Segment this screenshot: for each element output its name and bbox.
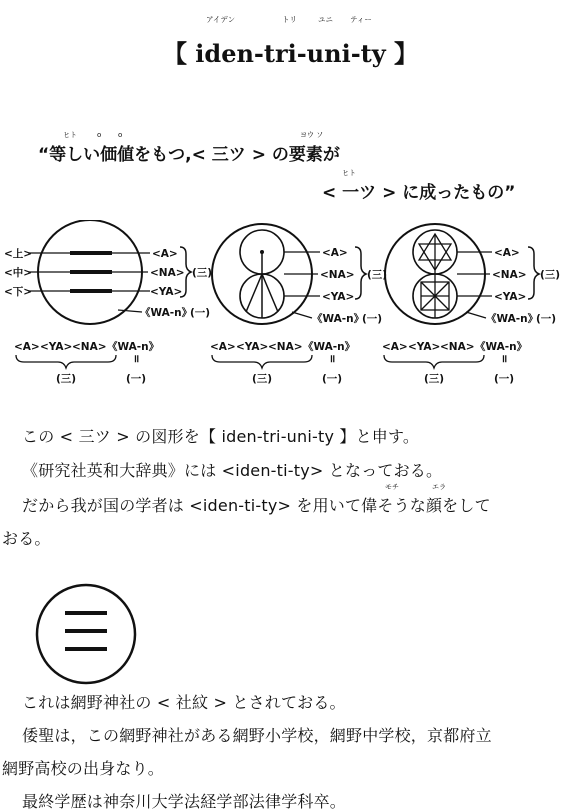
- diagram2-right-label-3: <YA>: [322, 291, 355, 303]
- seq3-wa: 《WA-n》: [475, 341, 528, 353]
- diagram1-bar-mid: [70, 270, 112, 274]
- diagram1-bar-top: [70, 251, 112, 255]
- quote-ruby-hito-2: ヒト: [342, 169, 356, 177]
- title-ruby-3: ユニ: [318, 15, 333, 24]
- emblem-line-4: 最終学歴は神奈川大学法経学部法律学科卒。: [22, 792, 347, 811]
- diagram3-right-label-1: <A>: [494, 247, 520, 259]
- seq3-a: <A>: [382, 341, 408, 353]
- identriunity-diagrams: [0, 220, 581, 395]
- diagram1-left-label-1: <上>: [4, 248, 33, 260]
- diagram2-right-label-2: <NA>: [320, 269, 355, 281]
- quote-ruby-youso: ヨウ ソ: [300, 131, 324, 139]
- seq3-eq: ॥: [501, 353, 508, 365]
- seq2-ya: <YA>: [236, 341, 269, 353]
- diagram2-three: (三): [367, 269, 388, 281]
- quote-ruby-dot-2: o: [118, 131, 123, 139]
- diagram2-right-label-1: <A>: [322, 247, 348, 259]
- diagram3-right-label-3: <YA>: [494, 291, 527, 303]
- shrine-crest-emblem: [34, 582, 140, 686]
- diagram1-one: (一): [190, 307, 211, 319]
- seq1-na: <NA>: [72, 341, 107, 353]
- diagram1-wa: 《WA-n》: [140, 307, 193, 319]
- seq1-a: <A>: [14, 341, 40, 353]
- quote-line-2: < 一ツ > に成ったもの”: [322, 183, 516, 203]
- seq2-three: (三): [252, 373, 273, 385]
- para-line-2: 《研究社英和大辞典》には <iden-ti-ty> となっておる。: [22, 461, 443, 480]
- seq2-eq: ॥: [329, 353, 336, 365]
- para-ruby-era: エラ: [432, 483, 446, 491]
- diagram2-one: (一): [362, 313, 383, 325]
- seq3-ya: <YA>: [408, 341, 441, 353]
- para-ruby-mochi: モチ: [385, 483, 399, 491]
- seq1-ya: <YA>: [40, 341, 73, 353]
- seq3-three: (三): [424, 373, 445, 385]
- seq2-wa: 《WA-n》: [303, 341, 356, 353]
- diagram3-one: (一): [536, 313, 557, 325]
- seq3-na: <NA>: [440, 341, 475, 353]
- diagram1-right-label-2: <NA>: [150, 267, 185, 279]
- quote-ruby-dot-1: o: [97, 131, 102, 139]
- seq2-one: (一): [322, 373, 343, 385]
- seq1-eq: ॥: [133, 353, 140, 365]
- seq1-wa: 《WA-n》: [107, 341, 160, 353]
- diagram1-bar-bot: [70, 289, 112, 293]
- seq1-one: (一): [126, 373, 147, 385]
- diagram3-wa: 《WA-n》: [486, 313, 539, 325]
- diagram1-right-label-1: <A>: [152, 248, 178, 260]
- seq2-na: <NA>: [268, 341, 303, 353]
- diagram1-left-label-2: <中>: [4, 267, 33, 279]
- title-ruby-4: ティー: [350, 15, 372, 24]
- diagram1-left-label-3: <下>: [4, 286, 33, 298]
- seq2-a: <A>: [210, 341, 236, 353]
- diagram1-right-label-3: <YA>: [150, 286, 183, 298]
- emblem-line-2: 倭聖は，この網野神社がある網野小学校，網野中学校，京都府立: [22, 726, 492, 745]
- diagram3-three: (三): [540, 269, 561, 281]
- quote-ruby-hito-1: ヒト: [63, 131, 77, 139]
- page-title: 【 iden-tri-uni-ty 】: [162, 39, 419, 68]
- seq1-three: (三): [56, 373, 77, 385]
- title-ruby-2: トリ: [282, 15, 297, 24]
- diagram3-right-label-2: <NA>: [492, 269, 527, 281]
- emblem-line-1: これは網野神社の < 社紋 > とされておる。: [22, 693, 346, 712]
- para-line-3: だから我が国の学者は <iden-ti-ty> を用いて偉そうな顔をして: [22, 496, 491, 515]
- quote-line-1: “等しい価値をもつ,< 三ツ > の要素が: [38, 145, 340, 165]
- diagram1-three: (三): [192, 267, 213, 279]
- title-ruby-1: アイデン: [206, 15, 236, 24]
- diagram2-wa: 《WA-n》: [312, 313, 365, 325]
- emblem-line-3: 網野高校の出身なり。: [2, 759, 165, 778]
- para-line-1: この < 三ツ > の図形を【 iden-tri-uni-ty 】と申す。: [22, 427, 420, 446]
- para-line-4: おる。: [2, 529, 51, 548]
- seq3-one: (一): [494, 373, 515, 385]
